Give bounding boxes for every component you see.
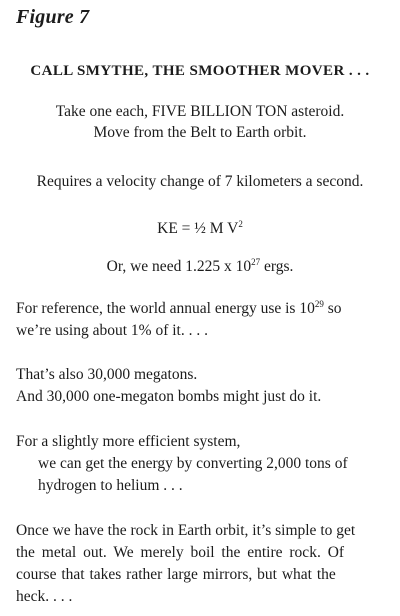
reference-line-1 (16, 298, 390, 320)
offer-block (0, 101, 400, 143)
reference-line-2: we’re using about 1% of it. . . . (16, 322, 208, 339)
reference-exponent: 29 (314, 299, 324, 309)
section-heading: CALL SMYTHE, THE SMOOTHER MOVER . . . (30, 63, 370, 79)
efficient-line-3: hydrogen to helium . . . (38, 477, 183, 494)
megatons-block (16, 364, 390, 408)
formula-line (0, 218, 400, 239)
efficient-block (16, 431, 390, 497)
megatons-line-1: That’s also 30,000 megatons. (16, 366, 198, 383)
closing-line-1: Once we have the rock in Earth orbit, it’s simple to get (16, 522, 356, 539)
energy-line (0, 256, 400, 277)
figure-title: Figure 7 (16, 6, 90, 28)
closing-block (16, 520, 390, 608)
energy-prefix: Or, we need 1.225 x 10 (106, 258, 252, 275)
reference-block (16, 298, 390, 342)
reference-prefix: For reference, the world annual energy use is 10 (16, 300, 315, 317)
closing-line-4: heck. . . . (16, 588, 73, 605)
velocity-text: Requires a velocity change of 7 kilometers a second. (36, 173, 364, 190)
closing-line-2: the metal out. We merely boil the entire rock. Of (16, 544, 345, 561)
reference-suffix: so (323, 300, 342, 317)
formula-text: KE = ½ M V (157, 220, 239, 237)
megatons-line-2: And 30,000 one-megaton bombs might just do it. (16, 388, 322, 405)
efficient-line-2: we can get the energy by converting 2,000 tons of (38, 455, 348, 472)
efficient-line-1: For a slightly more efficient system, (16, 433, 241, 450)
energy-suffix: ergs. (260, 258, 294, 275)
offer-line-1: Take one each, FIVE BILLION TON asteroid. (55, 103, 345, 120)
energy-exponent: 27 (251, 257, 261, 267)
closing-line-3: course that takes rather large mirrors, but what the (16, 566, 336, 583)
offer-line-2: Move from the Belt to Earth orbit. (93, 124, 307, 141)
formula-exponent: 2 (238, 219, 243, 229)
